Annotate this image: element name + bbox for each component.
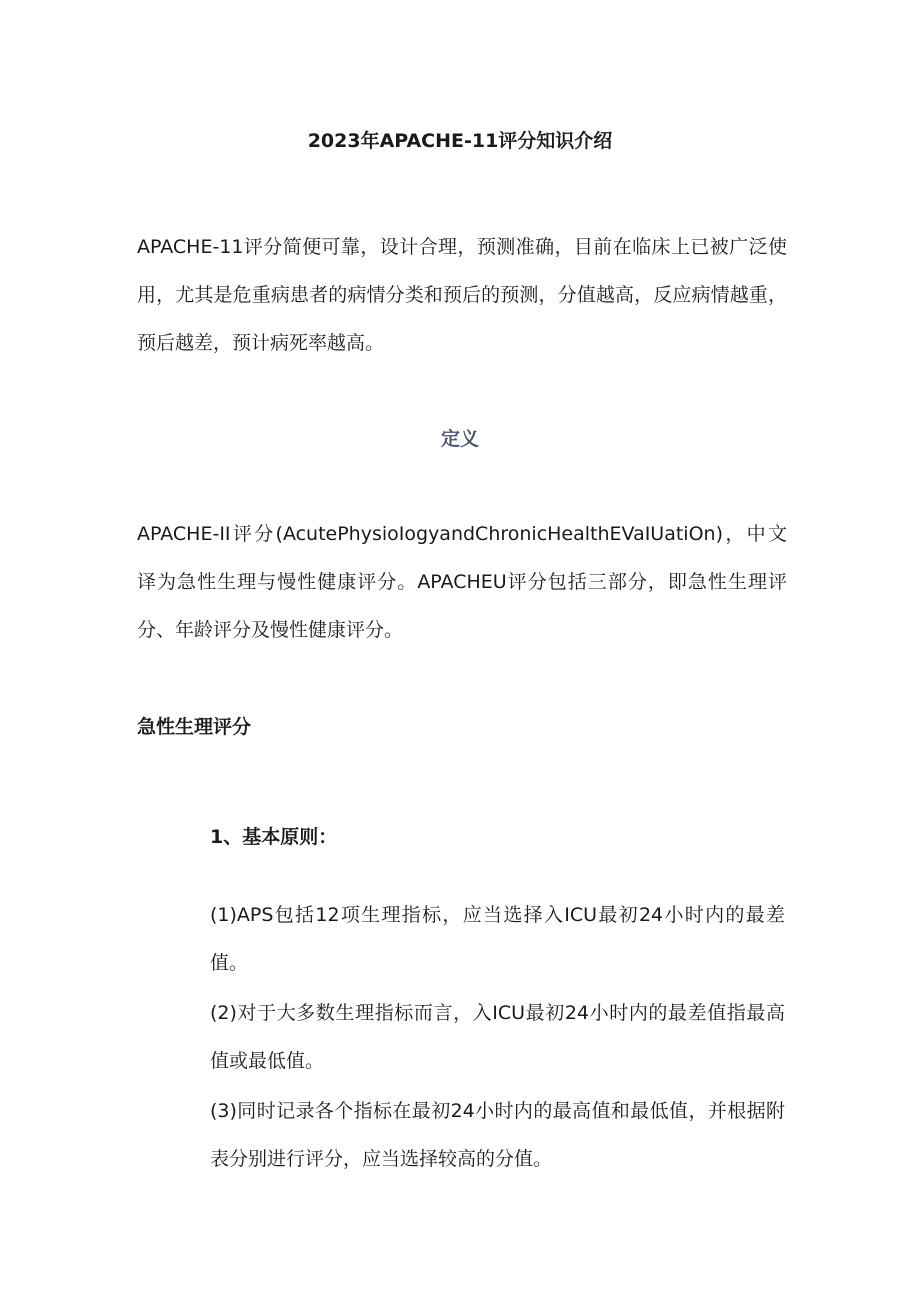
intro-paragraph: APACHE-11评分简便可靠，设计合理，预测准确，目前在临床上已被广泛使用，尤其是危重病患者的病情分类和预后的预测，分值越高，反应病情越重，预后越差，预计病死率越高。	[137, 236, 787, 354]
document-title: 2023年APACHE-11评分知识介绍	[307, 130, 613, 152]
rule-item-1: (1)APS包括12项生理指标，应当选择入ICU最初24小时内的最差值。	[210, 904, 785, 974]
rule-item-3: (3)同时记录各个指标在最初24小时内的最高值和最低值，并根据附表分别进行评分，应当选择较高的分值。	[210, 1100, 785, 1170]
section-heading-acute-physiology: 急性生理评分	[137, 716, 252, 738]
subsection-heading-basic-principles: 1、基本原则：	[210, 826, 338, 848]
definition-heading: 定义	[440, 428, 479, 450]
rule-item-2: (2)对于大多数生理指标而言，入ICU最初24小时内的最差值指最高值或最低值。	[210, 1002, 785, 1072]
definition-paragraph: APACHE-II评分(AcutePhysioIogyandChronicHealthEVaIUatiOn)，中文译为急性生理与慢性健康评分。APACHEU评分包括三部分，即急性生理评分、年龄评分及慢性健康评分。	[137, 523, 787, 641]
rules-list	[210, 891, 785, 1185]
